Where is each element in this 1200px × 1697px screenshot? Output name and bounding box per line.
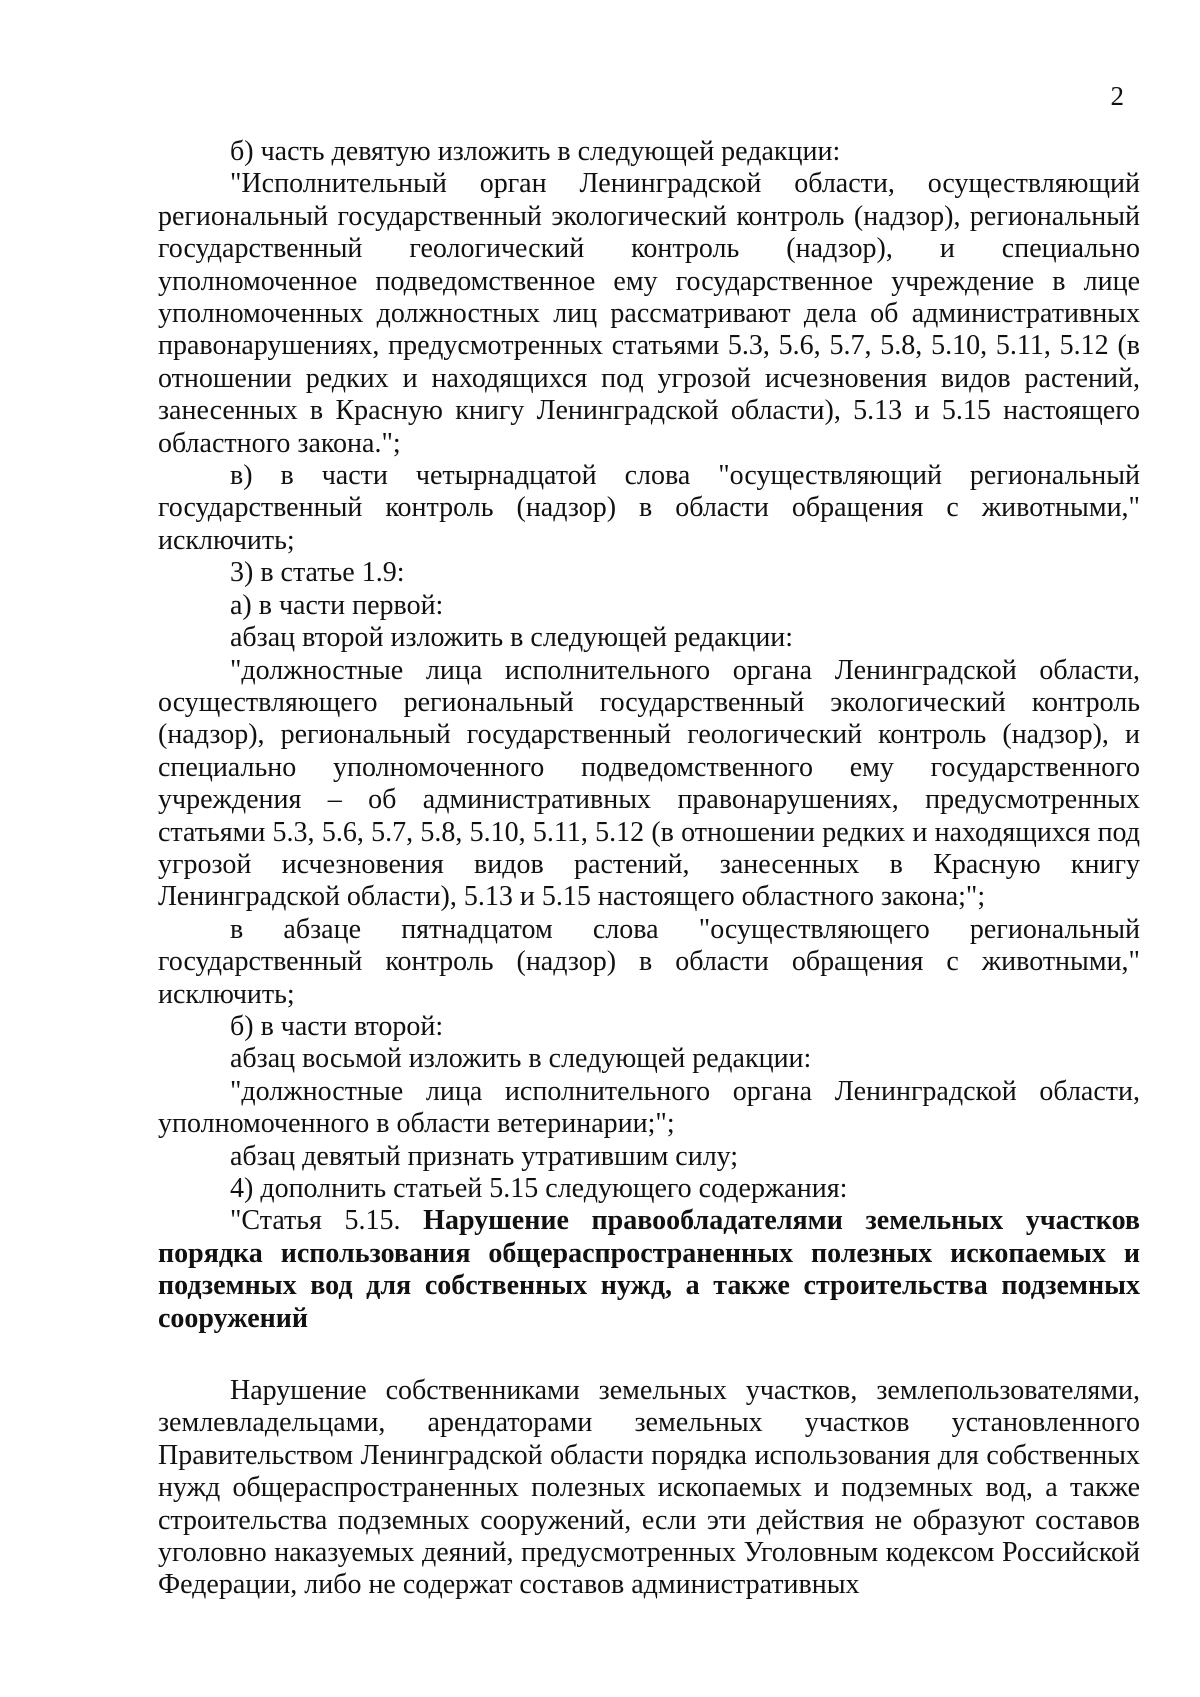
article-prefix: "Статья 5.15. [230, 1205, 424, 1237]
paragraph-7: "должностные лица исполнительного органа Ленинградской области, осуществляющего региональный государственный экологический контроль (надзор), региональный государственный геологический контроль (надзор), и специально уполномоченного подведомственного ему государственного учреждения – об административных правонарушениях, предусмотренных статьями 5.3, 5.6, 5.7, 5.8, 5.10, 5.11, 5.12 (в отношении редких и находящихся под угрозой исчезновения видов растений, занесенных в Красную книгу Ленинградской области), 5.13 и 5.15 настоящего областного закона;"; [158, 654, 1140, 913]
paragraph-9: б) в части второй: [230, 1010, 444, 1042]
article-title: Нарушение правообладателями земельных участков порядка использования общераспространенных полезных ископаемых и подземных вод для собственных нужд, а также строительства подземных сооружений [158, 1205, 1140, 1334]
paragraph-4: 3) в статье 1.9: [230, 557, 405, 589]
paragraph-6: абзац второй изложить в следующей редакции: [230, 622, 794, 654]
paragraph-8: в абзаце пятнадцатом слова "осуществляющего региональный государственный контроль (надзор) в области обращения с животными," исключить; [158, 913, 1140, 1010]
page-number: 2 [1110, 81, 1124, 111]
paragraph-12: абзац девятый признать утратившим силу; [230, 1140, 739, 1172]
spacer [158, 1335, 1140, 1375]
paragraph-10: абзац восьмой изложить в следующей редакции: [230, 1043, 812, 1075]
paragraph-13: 4) дополнить статьей 5.15 следующего содержания: [230, 1173, 848, 1204]
paragraph-2: "Исполнительный орган Ленинградской области, осуществляющий региональный государственный экологический контроль (надзор), региональный государственный геологический контроль (надзор), и специально уполномоченное подведомственное ему государственное учреждение в лице уполномоченных должностных лиц рассматривают дела об административных правонарушениях, предусмотренных статьями 5.3, 5.6, 5.7, 5.8, 5.10, 5.11, 5.12 (в отношении редких и находящихся под угрозой исчезновения видов растений, занесенных в Красную книгу Ленинградской области), 5.13 и 5.15 настоящего областного закона."; [158, 168, 1140, 459]
paragraph-1: б) часть девятую изложить в следующей редакции: [230, 136, 841, 167]
paragraph-11: "должностные лица исполнительного органа Ленинградской области, уполномоченного в области ветеринарии;"; [158, 1075, 1140, 1140]
paragraph-3: в) в части четырнадцатой слова "осуществляющий региональный государственный контроль (надзор) в области обращения с животными," исключить; [158, 460, 1140, 556]
document-body [158, 136, 1140, 1602]
article-body-paragraph: Нарушение собственниками земельных участков, землепользователями, землевладельцами, арендаторами земельных участков установленного Правительством Ленинградской области порядка использования для собственных нужд общераспространенных полезных ископаемых и подземных вод, а также строительства подземных сооружений, если эти действия не образуют составов уголовно наказуемых деяний, предусмотренных Уголовным кодексом Российской Федерации, либо не содержат составов административных [158, 1375, 1140, 1601]
article-heading [158, 1205, 1140, 1335]
paragraph-5: а) в части первой: [230, 589, 444, 621]
